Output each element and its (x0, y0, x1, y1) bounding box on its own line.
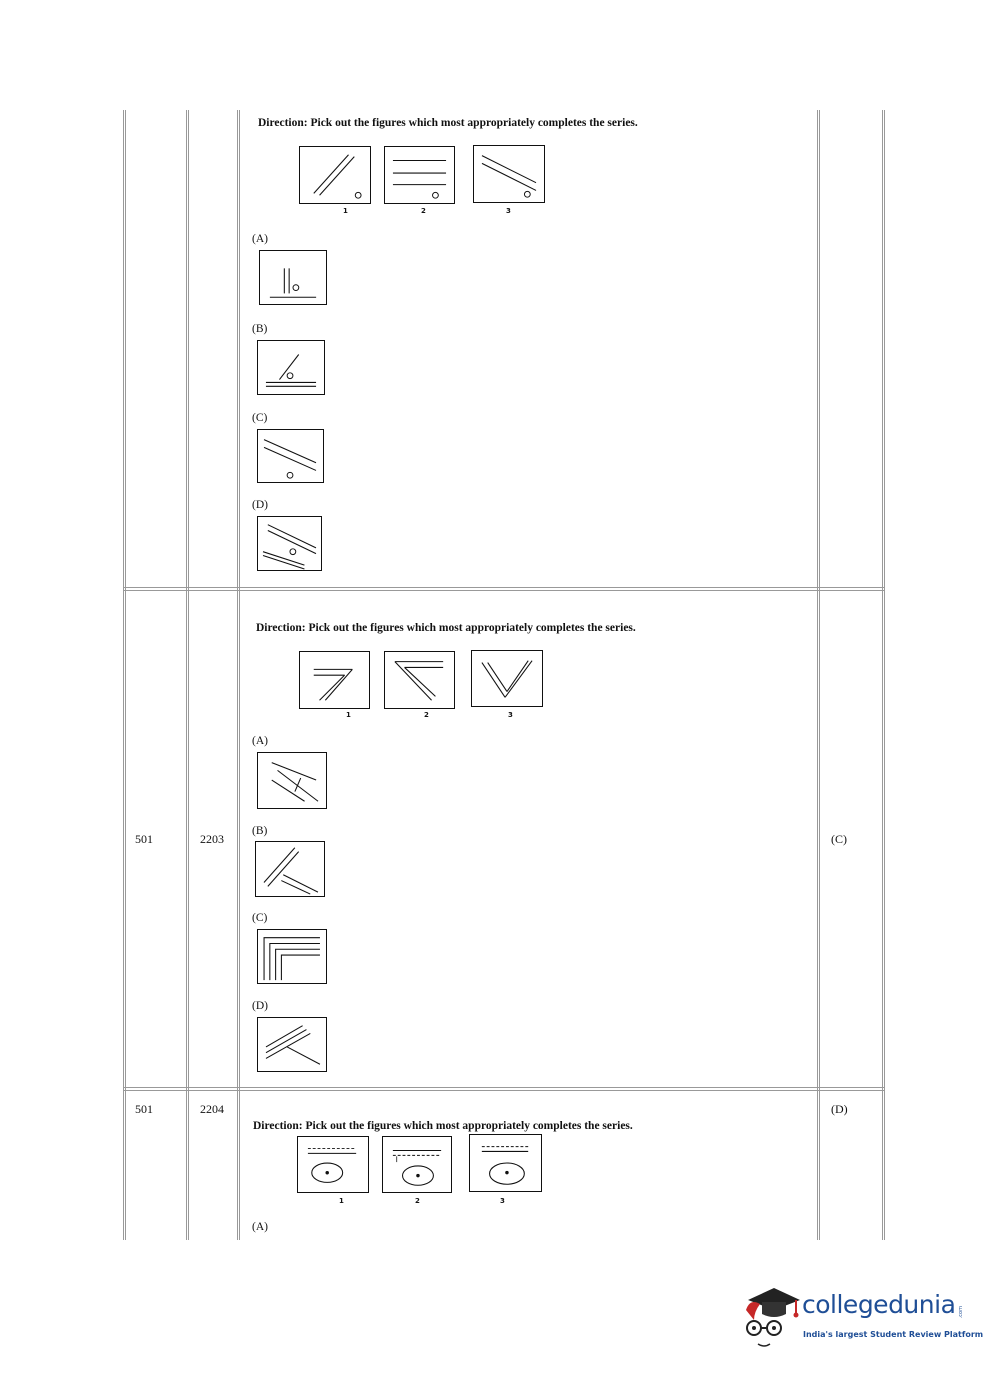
question-id: 2204 (200, 1102, 224, 1116)
option-figure-a (259, 250, 327, 305)
question-direction: Direction: Pick out the figures which most appropriately completes the series. (253, 1120, 633, 1132)
logo-tagline: India's largest Student Review Platform (803, 1330, 984, 1339)
logo-suffix: .com (958, 1306, 964, 1319)
option-label: (B) (252, 323, 268, 335)
question-direction: Direction: Pick out the figures which most appropriately completes the series. (258, 117, 638, 129)
option-label: (A) (252, 1221, 268, 1233)
option-label: (C) (252, 912, 268, 924)
option-label: (D) (252, 499, 268, 511)
figure-number: 1 (343, 207, 348, 215)
option-label: (A) (252, 233, 268, 245)
option-figure-d (257, 1017, 327, 1072)
figure-number: 3 (500, 1197, 505, 1205)
figure-number: 3 (508, 711, 513, 719)
option-label: (B) (252, 825, 268, 837)
collegedunia-logo (740, 1282, 984, 1354)
question-figure-2 (384, 651, 455, 709)
option-figure-a (257, 752, 327, 809)
question-figure-1 (299, 146, 371, 204)
option-label: (A) (252, 735, 268, 747)
question-id: 2203 (200, 832, 224, 846)
serial-number: 501 (135, 1102, 153, 1116)
figure-number: 2 (421, 207, 426, 215)
figure-number: 2 (415, 1197, 420, 1205)
figure-number: 3 (506, 207, 511, 215)
option-label: (D) (252, 1000, 268, 1012)
serial-number: 501 (135, 832, 153, 846)
option-label: (C) (252, 412, 268, 424)
answer: (D) (831, 1102, 848, 1116)
question-figure-3 (473, 145, 545, 203)
question-figure-2 (382, 1136, 452, 1193)
question-figure-1 (297, 1136, 369, 1193)
figure-number: 1 (339, 1197, 344, 1205)
figure-number: 2 (424, 711, 429, 719)
figure-number: 1 (346, 711, 351, 719)
option-figure-d (257, 516, 322, 571)
option-figure-b (257, 340, 325, 395)
logo-wordmark: collegedunia (802, 1290, 956, 1319)
question-figure-3 (469, 1134, 542, 1192)
option-figure-b (255, 841, 325, 897)
option-figure-c (257, 929, 327, 984)
question-figure-3 (471, 650, 543, 707)
option-figure-c (257, 429, 324, 483)
question-direction: Direction: Pick out the figures which most appropriately completes the series. (256, 622, 636, 634)
answer: (C) (831, 832, 847, 846)
question-figure-1 (299, 651, 370, 709)
mascot-icon (740, 1282, 802, 1354)
question-figure-2 (384, 146, 455, 204)
